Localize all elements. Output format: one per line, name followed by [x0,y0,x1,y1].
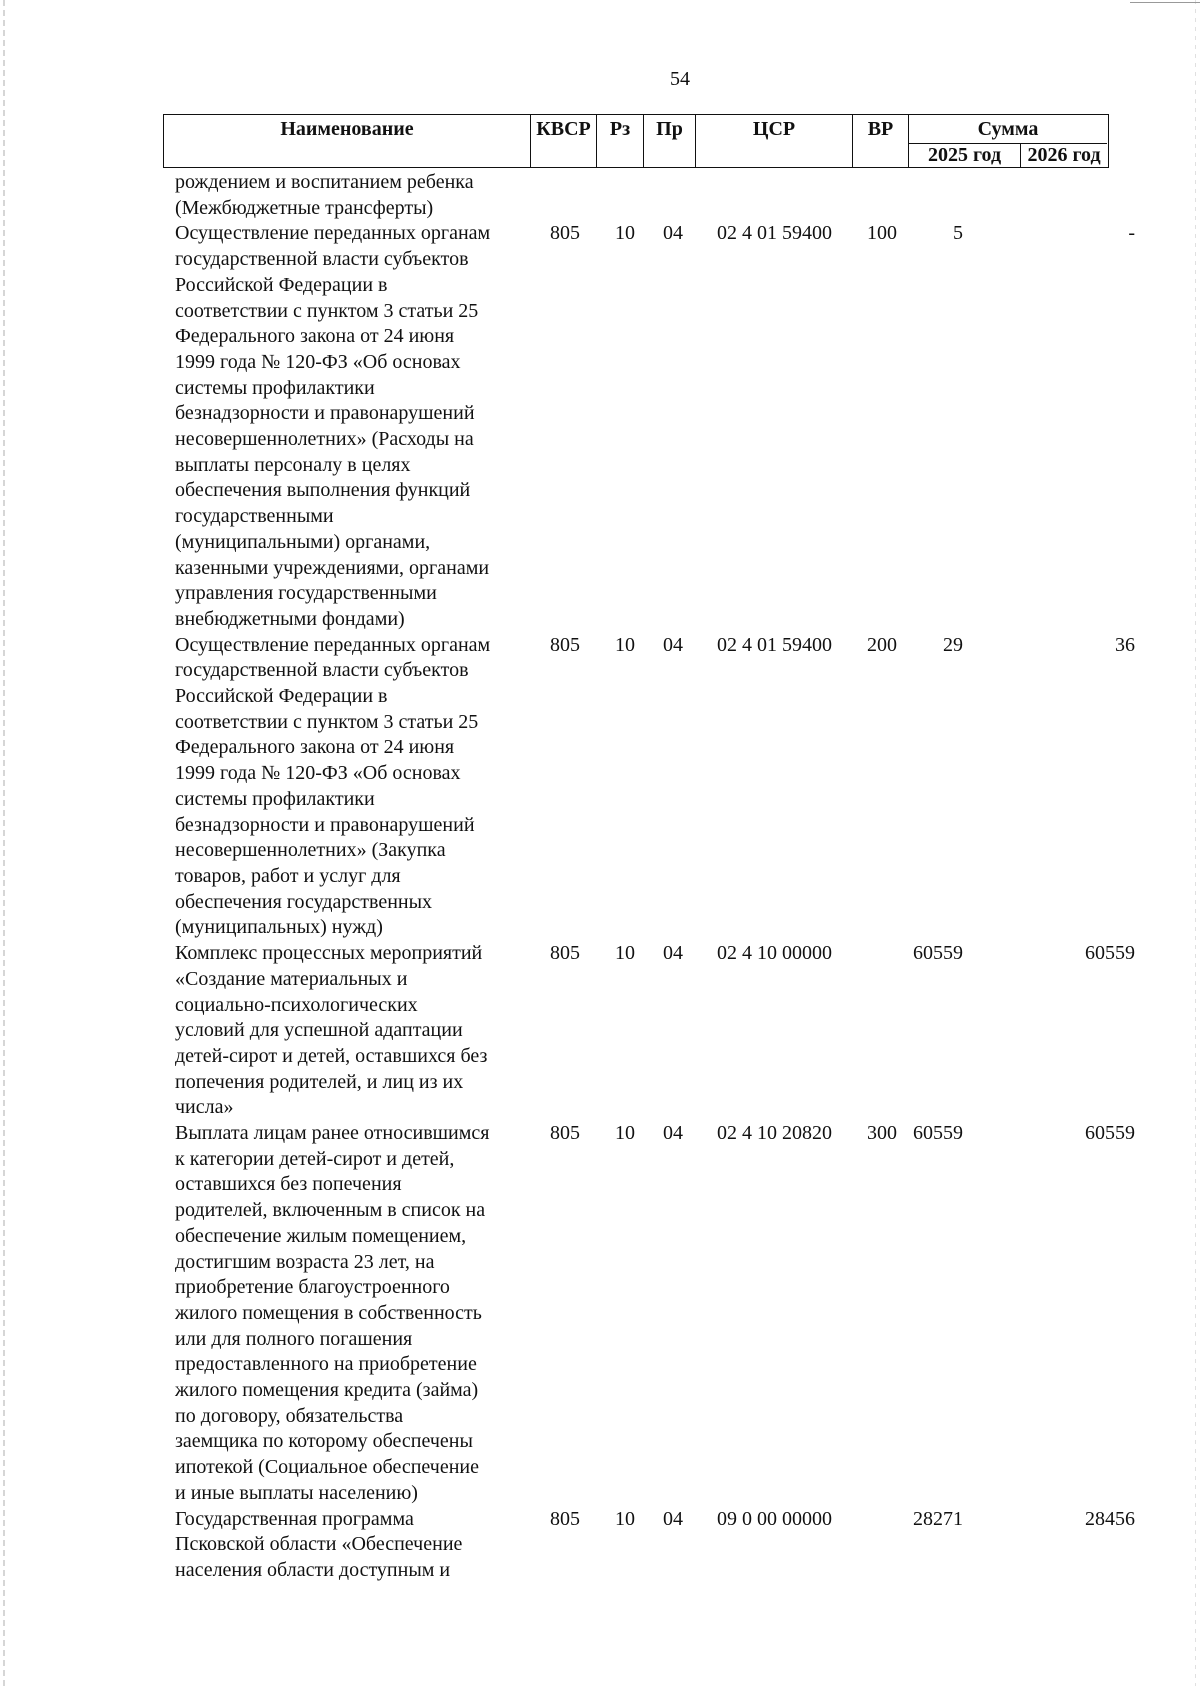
page-number: 54 [670,68,690,90]
table-row [175,1121,1135,1507]
header-sum-group [909,115,1107,167]
row-name: Осуществление переданных органам государственной власти субъектов Российской Федерации в соответствии с пунктом 3 статьи 25 Федерального закона от 24 июня 1999 года № 120-ФЗ «Об основах системы профилактики безнадзорности и правонарушений несовершеннолетних» (Закупка товаров, работ и услуг для обеспечения государственных (муниципальных) нужд) [175,633,491,939]
scan-edge-left [3,0,5,1686]
table-body [175,170,1135,1584]
row-sum-2026: 60559 [1085,942,1135,965]
row-pr: 04 [663,1122,683,1145]
header-pr: Пр [644,115,696,167]
header-year-2026: 2026 год [1027,144,1101,166]
row-name: Выплата лицам ранее относившимся к категории детей-сирот и детей, оставшихся без попечения родителей, включенным в список на обеспечение жилым помещением, достигшим возраста 23 лет, на приобретение благоустроенного жилого помещения в собственность или для полного погашения предоставленного на приобретение жилого помещения кредита (займа) по договору, обязательства заемщика по которому обеспечены ипотекой (Социальное обеспечение и иные выплаты населению) [175,1122,490,1504]
row-kvsr: 805 [550,942,580,965]
header-year-2025: 2025 год [909,144,1021,167]
row-rz: 10 [615,942,635,965]
row-name: рождением и воспитанием ребенка (Межбюджетные трансферты) [175,171,474,219]
row-csr: 09 0 00 00000 [717,1507,832,1530]
scan-corner-mark [1130,2,1200,3]
header-sum: Сумма [909,115,1107,144]
row-csr: 02 4 10 20820 [717,1122,832,1145]
table-row [175,221,1135,632]
header-csr: ЦСР [696,115,853,167]
row-vr: 100 [867,222,897,245]
table-row [175,1507,1135,1584]
row-sum-2026: - [1128,222,1135,245]
row-vr: 200 [867,633,897,656]
header-name: Наименование [164,115,531,167]
row-name: Комплекс процессных мероприятий «Создание материальных и социально-психологических условий для успешной адаптации детей-сирот и детей, оставшихся без попечения родителей, и лиц из их числа» [175,942,488,1119]
row-pr: 04 [663,1507,683,1530]
row-name: Осуществление переданных органам государственной власти субъектов Российской Федерации в соответствии с пунктом 3 статьи 25 Федерального закона от 24 июня 1999 года № 120-ФЗ «Об основах системы профилактики безнадзорности и правонарушений несовершеннолетних» (Расходы на выплаты персоналу в целях обеспечения выполнения функций государственными (муниципальными) органами, казенными учреждениями, органами управления государственными внебюджетными фондами) [175,222,491,630]
row-csr: 02 4 01 59400 [717,633,832,656]
table-row [175,633,1135,941]
table-header [163,114,1109,168]
row-sum-2026: 60559 [1085,1122,1135,1145]
row-sum-2025: 60559 [913,942,963,965]
scan-edge-right [1195,0,1196,1686]
row-name: Государственная программа Псковской области «Обеспечение населения области доступным и [175,1507,463,1581]
row-pr: 04 [663,222,683,245]
row-vr: 300 [867,1122,897,1145]
row-kvsr: 805 [550,1507,580,1530]
row-pr: 04 [663,942,683,965]
header-rz: Рз [597,115,644,167]
row-pr: 04 [663,633,683,656]
table-row [175,941,1135,1121]
table-row [175,170,1135,221]
row-sum-2025: 60559 [913,1122,963,1145]
row-sum-2026: 36 [1115,633,1135,656]
row-rz: 10 [615,1507,635,1530]
header-kvsr: КВСР [531,115,597,167]
row-sum-2025: 28271 [913,1507,963,1530]
row-sum-2026: 28456 [1085,1507,1135,1530]
row-sum-2025: 29 [943,633,963,656]
row-sum-2025: 5 [953,222,963,245]
row-kvsr: 805 [550,1122,580,1145]
row-rz: 10 [615,633,635,656]
row-csr: 02 4 10 00000 [717,942,832,965]
row-csr: 02 4 01 59400 [717,222,832,245]
row-kvsr: 805 [550,633,580,656]
row-rz: 10 [615,1122,635,1145]
row-kvsr: 805 [550,222,580,245]
header-vr: ВР [853,115,909,167]
row-rz: 10 [615,222,635,245]
